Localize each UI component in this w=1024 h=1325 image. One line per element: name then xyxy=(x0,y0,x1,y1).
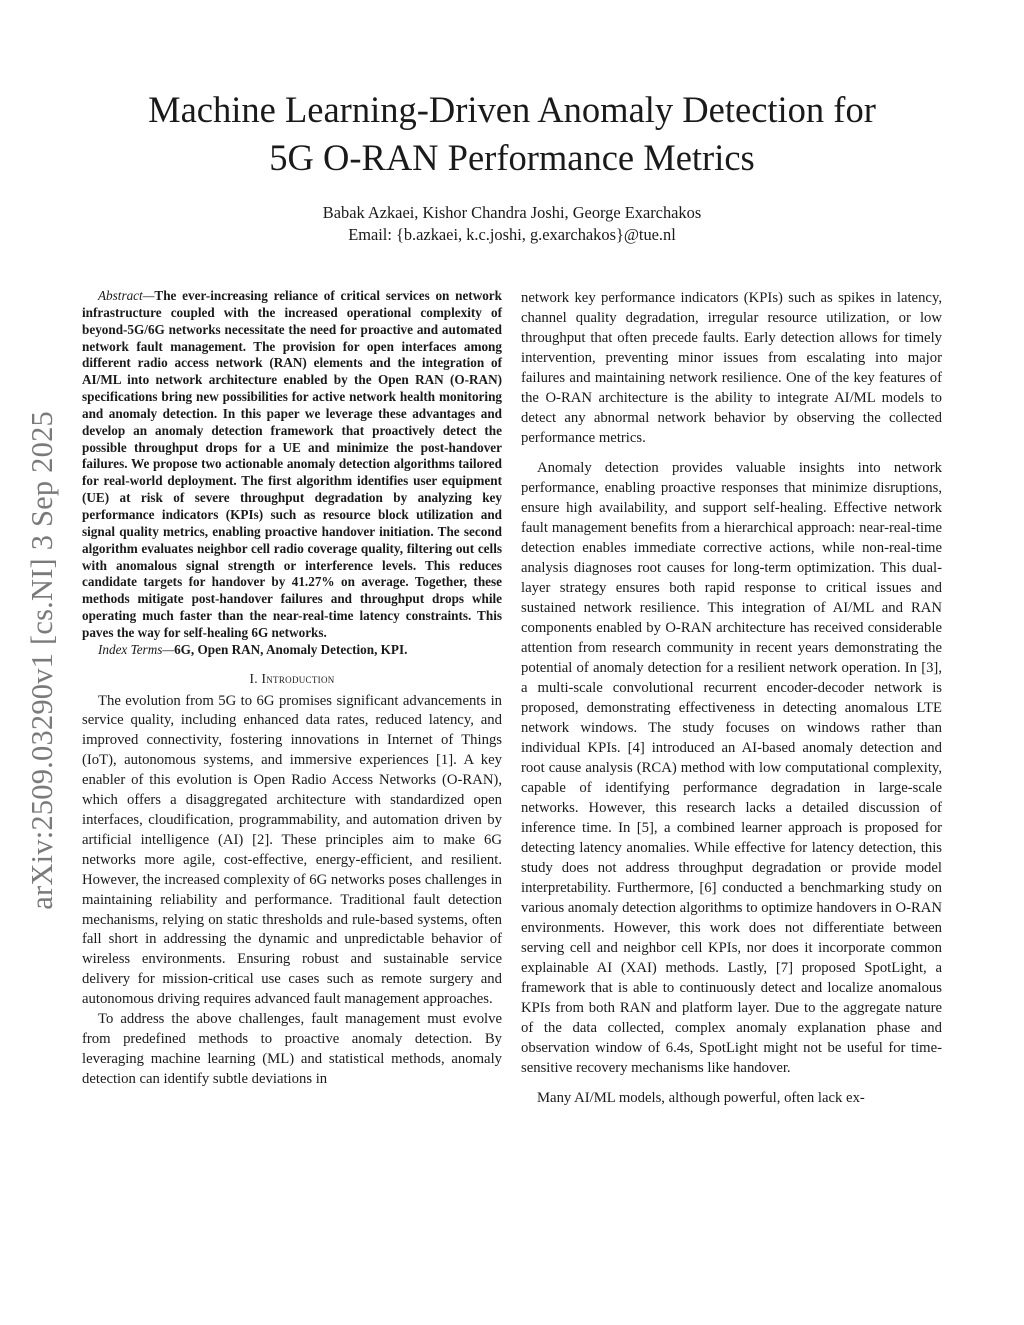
right-column xyxy=(521,288,942,1108)
abstract xyxy=(82,288,502,642)
intro-paragraph-3: network key performance indicators (KPIs) such as spikes in latency, channel quality degradation, irregular resource utilization, or low throughput that often precede faults. Early detection allows for timely intervention, preventing minor issues from escalating into major failures and maintaining network resilience. One of the key features of the O-RAN architecture is the ability to integrate AI/ML models to detect any abnormal network behavior by observing the collected performance metrics. xyxy=(521,290,942,446)
paper-title xyxy=(0,86,1024,182)
intro-paragraph-2: To address the above challenges, fault management must evolve from predefined methods to proactive anomaly detection. By leveraging machine learning (ML) and statistical methods, anomaly detection can identify subtle deviations in xyxy=(82,1011,502,1087)
left-column xyxy=(82,288,502,1090)
index-terms-label: Index Terms— xyxy=(98,641,175,657)
paragraph-gap xyxy=(521,448,942,458)
paper-title-line-1: Machine Learning-Driven Anomaly Detection for xyxy=(148,89,876,130)
intro-paragraph-5: Many AI/ML models, although powerful, often lack ex- xyxy=(537,1090,865,1106)
section-heading-introduction: I. Introduction xyxy=(249,670,335,686)
paper-title-line-2: 5G O-RAN Performance Metrics xyxy=(269,137,755,178)
author-email: Email: {b.azkaei, k.c.joshi, g.exarchakos}@tue.nl xyxy=(348,225,676,244)
abstract-text: The ever-increasing reliance of critical services on network infrastructure coupled with the increased operational complexity of beyond-5G/6G networks necessitate the need for proactive and automated network fault management. The provision for open interfaces among different radio access network (RAN) elements and the integration of AI/ML into network architecture enabled by the Open RAN (O-RAN) specifications bring new possibilities for active network health monitoring and anomaly detection. In this paper we leverage these advantages and develop an anomaly detection framework that proactively detect the possible throughput drops for a UE and minimize the post-handover failures. We propose two actionable anomaly detection algorithms tailored for real-world deployment. The first algorithm identifies user equipment (UE) at risk of severe throughput degradation by analyzing key performance indicators (KPIs) such as resource block utilization and signal quality metrics, enabling proactive handover initiation. The second algorithm evaluates neighbor cell radio coverage quality, filtering out cells with anomalous signal strength or interference levels. This reduces candidate targets for handover by 41.27% on average. Together, these methods mitigate post-handover failures and throughput drops while operating much faster than the near-real-time latency constraints. This paves the way for self-healing 6G networks. xyxy=(82,288,502,640)
intro-paragraph-4: Anomaly detection provides valuable insights into network performance, enabling proactive responses that minimize disruptions, ensure high availability, and support self-healing. Effective network fault management benefits from a hierarchical approach: near-real-time detection enables immediate corrective actions, while non-real-time analysis diagnoses root causes for long-term optimization. This dual-layer strategy ensures both rapid response to critical issues and sustained network resilience. This integration of AI/ML and RAN components enabled by O-RAN architecture has received considerable attention from research community in recent years demonstrating the potential of anomaly detection for a resilient network operation. In [3], a multi-scale convolutional recurrent encoder-decoder network is proposed, demonstrating effectiveness in detecting anomalous LTE network windows. The study focuses on windows rather than individual KPIs. [4] introduced an AI-based anomaly detection and root cause analysis (RCA) method with low computational complexity, capable of identifying performance degradation in large-scale networks. However, this research lacks a detailed discussion of inference time. In [5], a combined learner approach is proposed for detecting latency anomalies. While effective for latency detection, this study does not address throughput degradation or provide model interpretability. Furthermore, [6] conducted a benchmarking study on various anomaly detection algorithms to optimize handovers in O-RAN environments. However, this work does not differentiate between serving cell and neighbor cell KPIs, nor does it incorporate common explainable AI (XAI) methods. Lastly, [7] proposed SpotLight, a framework that is able to continuously detect and localize anomalous KPIs from both RAN and platform layer. Due to the aggregate nature of the data collected, complex anomaly explanation phase and observation window of 6.4s, SpotLight might not be useful for time-sensitive recovery mechanisms like handover. xyxy=(521,460,942,1076)
arxiv-identifier xyxy=(20,380,64,940)
intro-paragraph-1: The evolution from 5G to 6G promises significant advancements in service quality, including enhanced data rates, reduced latency, and improved connectivity, fostering innovations in Internet of Things (IoT), autonomous systems, and immersive experiences [1]. A key enabler of this evolution is Open Radio Access Networks (O-RAN), which offers a disaggregated architecture with standardized open interfaces, cloudification, programmability, and automation driven by artificial intelligence (AI) [2]. These principles aim to make 6G networks more agile, cost-effective, energy-efficient, and resilient. However, the increased complexity of 6G networks poses challenges in maintaining reliability and performance. Traditional fault detection mechanisms, relying on static thresholds and rule-based systems, often fall short in addressing the dynamic and unpredictable behavior of wireless environments. Ensuring robust and sustainable service delivery for mission-critical use cases such as remote surgery and autonomous driving requires advanced fault management approaches. xyxy=(82,692,502,1008)
index-terms-text: 6G, Open RAN, Anomaly Detection, KPI. xyxy=(174,641,408,657)
author-block xyxy=(0,202,1024,246)
abstract-label: Abstract— xyxy=(98,288,155,303)
index-terms xyxy=(82,642,502,659)
arxiv-identifier-text: arXiv:2509.03290v1 [cs.NI] 3 Sep 2025 xyxy=(24,410,59,910)
paragraph-gap xyxy=(521,1078,942,1088)
author-names: Babak Azkaei, Kishor Chandra Joshi, George Exarchakos xyxy=(322,203,702,222)
